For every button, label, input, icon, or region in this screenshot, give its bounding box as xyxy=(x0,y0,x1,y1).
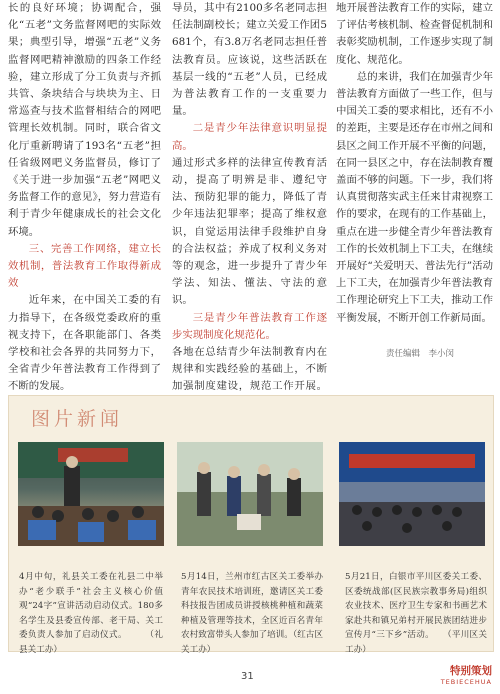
subsection-heading: 二是青少年法律意识明显提高。 xyxy=(172,122,327,152)
paragraph: 地开展普法教育工作的实际，建立了评估考核机制、检查督促机制和表彰奖励机制，工作逐步实现了制度化、规范化。 xyxy=(336,2,493,66)
paragraph: 导员，其中有2100多名老同志担任法制副校长；建立关爱工作团5681个，有3.8万名老同志担任普法教育员。应该说，这些活跃在基层一线的“五老”人员，已经成为普法教育工作的一支重要力量。 xyxy=(172,2,327,118)
section-brand xyxy=(441,663,492,686)
editor-credit: 责任编辑 李小闵 xyxy=(386,349,455,359)
brand-cn: 特别策划 xyxy=(450,665,492,677)
news-photo-2 xyxy=(177,442,323,546)
photo-caption-2: 5月14日，兰州市红古区关工委举办青年农民技术培训班，邀请区关工委科技报告团成员讲授核桃种植和蔬菜种植及管理等技术，全区近百名青年农村致富带头人参加了培训。（红古区关工办） xyxy=(181,572,323,655)
paragraph: 近年来，在中国关工委的有力指导下，在各级党委政府的重视支持下，在各职能部门、各类学校和社会各界的共同努力下，全省青少年普法教育工作得到了不断的发展。 xyxy=(8,294,161,393)
paragraph: 总的来讲，我们在加强青少年普法教育方面做了一些工作，但与中国关工委的要求相比，还有不小的差距，主要是还存在市州之间和县区之间工作开展不平衡的问题，在同一县区之中，存在法制教育覆盖面不够的问题。下一步，我们将认真贯彻落实武主任来甘肃视察工作的要求，在现有的工作基础上，重点在进一步健全青少年普法教育工作的长效机制上下工夫，在继续开展好“关爱明天、普法先行”活动上下工夫，在加强青少年普法教育工作理论研究上下工夫，推动工作平衡发展，不断开创工作新局面。 xyxy=(336,70,493,324)
paragraph: 长的良好环境；协调配合，强化“五老”文务监督网吧的实际效果；典型引导，增强“五老”义务监督网吧精神激励的四条工作经验，建立形成了分工负责与齐抓共管、条块结合与块块为主、日常巡查与技术监督相结合的网吧管理长效机制。同时，联合省文化厅重新聘请了193名“五老”担任省级网吧义务监督员，修订了《关于进一步加强“五老”网吧义务监督工作的意见》，努力营造有利于青少年健康成长的社会文化环境。 xyxy=(8,2,161,238)
photo-news-section xyxy=(8,395,494,655)
news-photo-1 xyxy=(18,442,164,546)
news-photo-3 xyxy=(339,442,485,546)
article-column-3 xyxy=(336,0,493,327)
meeting-hall-photo xyxy=(339,442,485,546)
page-number: 31 xyxy=(241,671,254,682)
photo-caption-1: 4月中旬，礼县关工委在礼县二中举办“老少联手”社会主义核心价值观“24字”宣讲活动启动仪式。180多名学生及县委宣传部、老干局、关工委负责人参加了启动仪式。 （礼县关工办） xyxy=(19,572,163,655)
brand-en: TEBIECEHUA xyxy=(440,678,492,686)
photo-news-title: 图片新闻 xyxy=(31,408,124,430)
photo-caption-3: 5月21日，白银市平川区委关工委、区委统战部(区民族宗教事务局)组织农业技术、医疗卫生专家和书画艺术家赴共和镇兄弟村开展民族团结进步宣传月“三下乡”活动。 （平川区关工办） xyxy=(345,572,487,655)
section-heading: 三、完善工作网络，建立长效机制，普法教育工作取得新成效 xyxy=(8,242,161,290)
training-photo xyxy=(177,442,323,546)
classroom-photo xyxy=(18,442,164,546)
paragraph: 通过形式多样的法律宣传教育活动，提高了明辨是非、遵纪守法、预防犯罪的能力，降低了青少年违法犯罪率；提高了维权意识，自觉运用法律手段维护自身的合法权益；养成了权利义务对等的观念，进一步提升了青少年学法、知法、懂法、守法的意识。 xyxy=(172,156,327,307)
subsection-heading: 三是青少年普法教育工作逐步实现制度化规范化。 xyxy=(172,311,327,341)
paragraph: 各地在总结青少年法制教育内在规律和实践经验的基础上，不断加强制度建设，规范工作开展。 xyxy=(172,346,327,393)
